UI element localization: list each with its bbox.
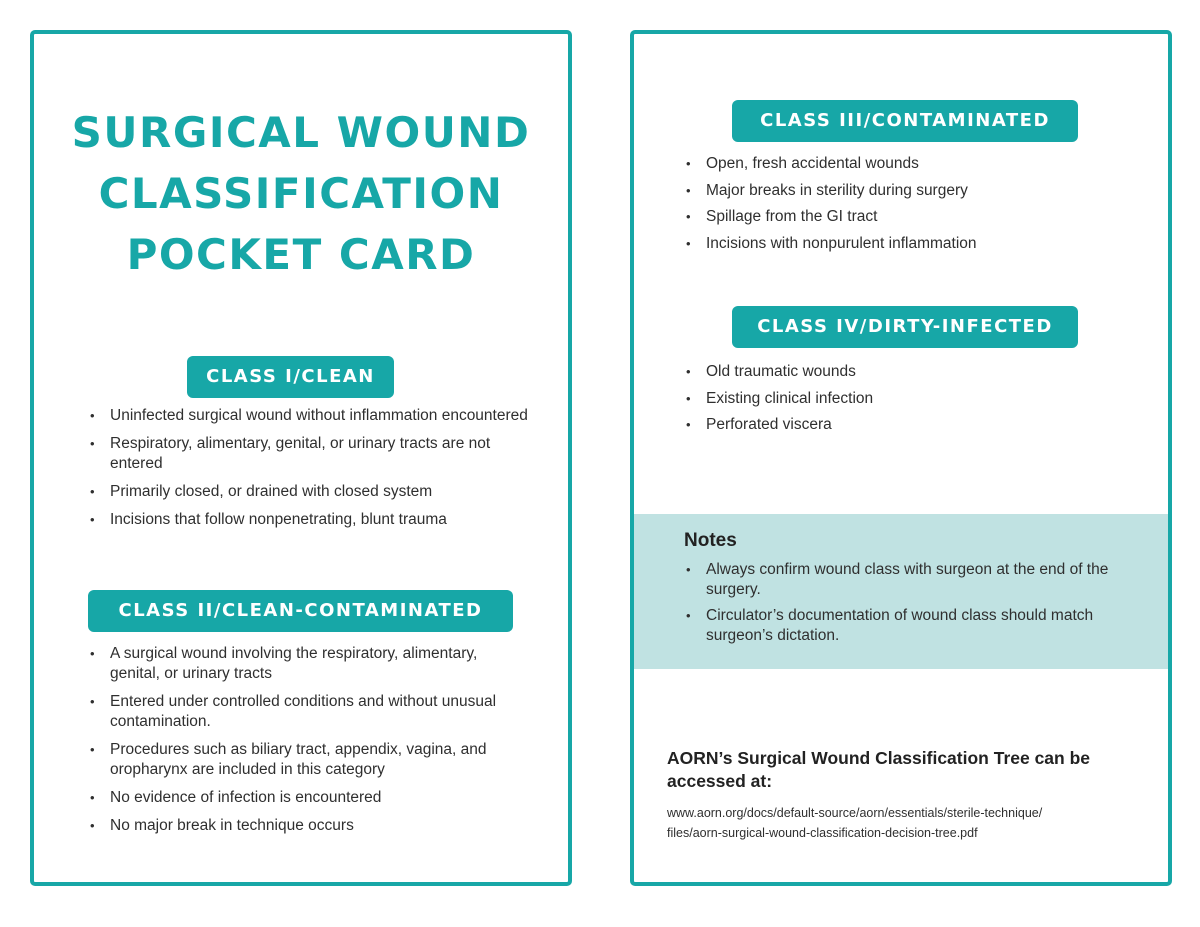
list-item: • Old traumatic wounds [684,362,1124,382]
list-item: • Entered under controlled conditions and without unusual contamination. [88,692,528,732]
list-item: • Procedures such as biliary tract, appendix, vagina, and oropharynx are included in this category [88,740,528,780]
list-item: • A surgical wound involving the respiratory, alimentary, genital, or urinary tracts [88,644,528,684]
list-item: • Spillage from the GI tract [684,207,1124,227]
list-item: • Primarily closed, or drained with closed system [88,482,528,502]
list-item: • Incisions with nonpurulent inflammation [684,234,1124,254]
pocket-card-back [630,30,1172,886]
aorn-url-link[interactable] [667,803,1157,843]
class-3-list [684,154,1124,260]
list-item: • Major breaks in sterility during surgery [684,181,1124,201]
class-2-heading: CLASS II/CLEAN-CONTAMINATED [88,590,513,632]
title-line: CLASSIFICATION [98,169,504,218]
list-item: • Respiratory, alimentary, genital, or urinary tracts are not entered [88,434,528,474]
list-item: • Circulator’s documentation of wound class should match surgeon’s dictation. [684,606,1124,646]
list-item: • Open, fresh accidental wounds [684,154,1124,174]
list-item: • No evidence of infection is encountered [88,788,528,808]
title-line: POCKET CARD [126,230,476,279]
class-1-heading: CLASS I/CLEAN [187,356,394,398]
list-item: • No major break in technique occurs [88,816,528,836]
notes-title: Notes [684,530,737,551]
class-4-list [684,362,1124,442]
title-line: SURGICAL WOUND [71,108,531,157]
url-line[interactable]: www.aorn.org/docs/default-source/aorn/essentials/sterile-technique/ [667,806,1043,820]
list-item: • Incisions that follow nonpenetrating, blunt trauma [88,510,528,530]
list-item: • Perforated viscera [684,415,1124,435]
class-2-list [88,644,528,844]
aorn-heading: AORN’s Surgical Wound Classification Tree can be accessed at: [667,748,1091,791]
notes-list [684,560,1124,652]
notes-panel [634,514,1168,669]
class-3-heading: CLASS III/CONTAMINATED [732,100,1078,142]
list-item: • Existing clinical infection [684,389,1124,409]
class-4-heading: CLASS IV/DIRTY-INFECTED [732,306,1078,348]
page-title [34,102,568,285]
url-line[interactable]: files/aorn-surgical-wound-classification-decision-tree.pdf [667,826,978,840]
list-item: • Always confirm wound class with surgeon at the end of the surgery. [684,560,1124,600]
pocket-card-front [30,30,572,886]
class-1-list [88,406,528,538]
list-item: • Uninfected surgical wound without inflammation encountered [88,406,528,426]
